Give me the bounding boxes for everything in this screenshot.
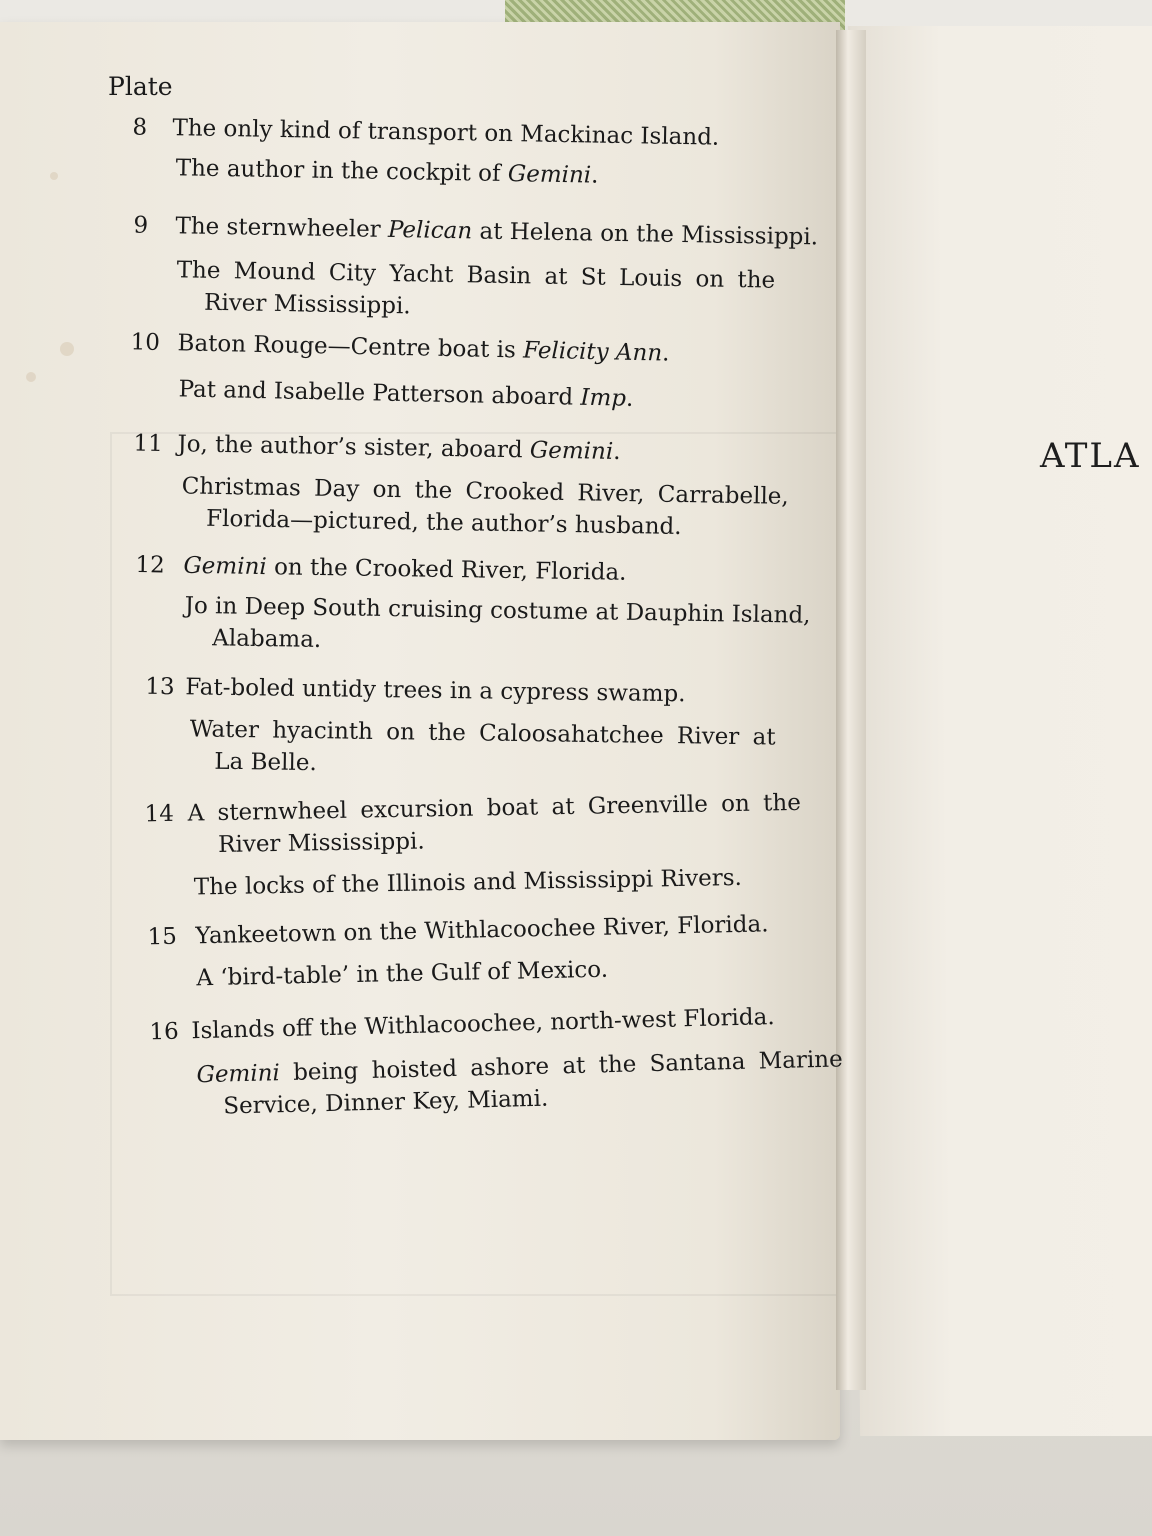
caption-italic-name: Gemini (529, 437, 614, 465)
plate-caption (183, 551, 627, 588)
plate-entry (0, 787, 839, 901)
caption-text: Fat-boled untidy trees in a cypress swamp. (185, 674, 686, 708)
caption-text: The locks of the Illinois and Mississippi Rivers. (193, 864, 743, 901)
caption-text: Jo in Deep South cruising costume at Dauphin Island, (184, 592, 811, 629)
plate-entry (1, 670, 841, 777)
caption-text: Jo, the author’s sister, aboard (177, 431, 531, 464)
caption-text: . (612, 438, 621, 465)
plate-caption (185, 672, 686, 709)
plate-caption-continuation: Service, Dinner Key, Miami. (222, 1085, 549, 1120)
caption-text: . (625, 385, 634, 412)
book-gutter (836, 30, 866, 1390)
caption-text: Islands off the Withlacoochee, north-west Florida. (191, 1004, 775, 1045)
caption-italic-name: Pelican (387, 216, 473, 245)
plate-number: 12 (135, 552, 165, 579)
plate-entry (1, 325, 841, 412)
plate-caption-continuation: Alabama. (212, 625, 322, 653)
plate-number: 16 (149, 1018, 180, 1046)
plate-caption (177, 328, 670, 368)
plate-caption (196, 955, 608, 994)
plate-number: 11 (133, 430, 163, 457)
plate-number: 13 (145, 673, 175, 701)
plate-caption (172, 113, 719, 153)
caption-text: Christmas Day on the Crooked River, Carrabelle, (181, 473, 789, 510)
caption-italic-name: Gemini (507, 161, 592, 189)
caption-text: Yankeetown on the Withlacoochee River, Florida. (195, 911, 769, 950)
plate-caption (177, 429, 621, 467)
plate-caption (187, 788, 801, 829)
caption-italic-name: Gemini (196, 1060, 281, 1089)
caption-italic-name: Felicity Ann (522, 337, 663, 367)
caption-text: A ‘bird-table’ in the Gulf of Mexico. (196, 956, 609, 992)
plate-entry (0, 1000, 844, 1120)
plate-number: 8 (132, 114, 148, 141)
plate-caption-continuation: La Belle. (214, 748, 317, 777)
plate-caption (195, 909, 769, 951)
caption-italic-name: Gemini (183, 552, 267, 581)
plate-caption-continuation: Florida—pictured, the author’s husband. (205, 505, 682, 541)
caption-text: being hoisted ashore at the Santana Marine (279, 1046, 844, 1087)
caption-text: . (590, 162, 599, 189)
caption-italic-name: Imp (580, 384, 627, 412)
plate-column-heading: Plate (108, 72, 173, 101)
plate-entry (1, 110, 841, 189)
plate-caption-continuation: River Mississippi. (217, 828, 425, 859)
caption-text: The author in the cockpit of (175, 155, 509, 188)
caption-text: Baton Rouge—Centre boat is (177, 330, 524, 364)
plate-number: 10 (130, 329, 161, 356)
plate-number: 15 (147, 923, 178, 951)
right-page-title: ATLA (1040, 436, 1141, 476)
plate-caption-continuation: River Mississippi. (203, 289, 411, 320)
plate-caption (194, 863, 742, 903)
caption-text: at Helena on the Mississippi. (471, 218, 819, 251)
plate-entry (1, 548, 841, 653)
plate-caption (175, 211, 818, 252)
plate-number: 9 (133, 212, 149, 239)
caption-text: Pat and Isabelle Patterson aboard (178, 376, 581, 411)
caption-text: on the Crooked River, Florida. (266, 554, 627, 586)
caption-text: The Mound City Yacht Basin at St Louis on the (176, 257, 776, 294)
plate-caption (176, 153, 599, 190)
plate-entry (1, 208, 841, 320)
plate-caption (191, 1002, 775, 1046)
plate-number: 14 (144, 800, 175, 828)
plate-caption (178, 374, 633, 414)
caption-text: The only kind of transport on Mackinac Island. (172, 115, 720, 151)
plate-entry (0, 908, 839, 992)
caption-text: The sternwheeler (175, 213, 389, 243)
right-page (848, 26, 1152, 1436)
caption-text: . (661, 340, 670, 367)
caption-text: A sternwheel excursion boat at Greenville on the (187, 789, 802, 827)
plate-entry (1, 426, 841, 541)
caption-text: Water hyacinth on the Caloosahatchee River at (189, 716, 776, 751)
